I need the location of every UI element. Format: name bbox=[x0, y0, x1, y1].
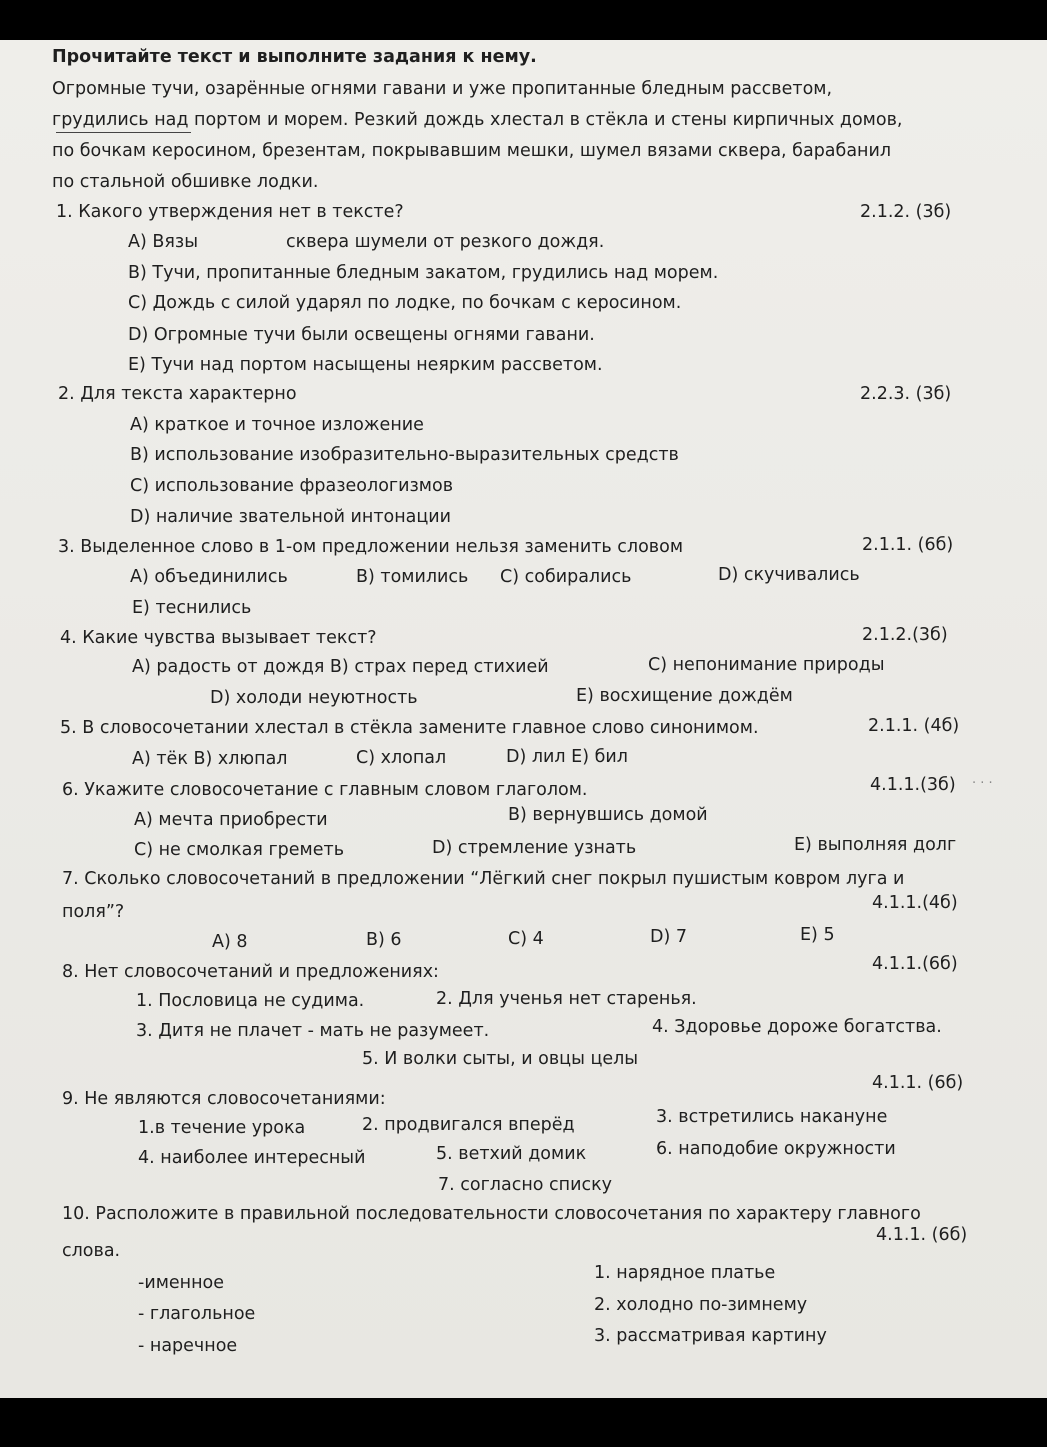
question-7-text: 7. Сколько словосочетаний в предложении “Лёгкий снег покрыл пушистым ковром луга и bbox=[62, 869, 905, 889]
q7-option-d: D) 7 bbox=[650, 927, 687, 947]
q5-options-ab: А) тёк В) хлюпал bbox=[132, 749, 288, 769]
q10-type-3: - наречное bbox=[138, 1336, 238, 1356]
q7-option-a: А) 8 bbox=[212, 932, 248, 952]
q7-option-e: Е) 5 bbox=[800, 925, 835, 945]
q9-item-1: 1.в течение урока bbox=[138, 1118, 306, 1138]
q8-sentence-3: 3. Дитя не плачет - мать не разумеет. bbox=[136, 1021, 490, 1041]
question-7-text-cont: поля”? bbox=[62, 902, 125, 922]
q4-option-d: D) холоди неуютность bbox=[210, 688, 418, 708]
pen-mark: · · · bbox=[972, 776, 993, 791]
q9-item-2: 2. продвигался вперёд bbox=[362, 1115, 575, 1135]
question-6-score: 4.1.1.(3б) bbox=[870, 775, 956, 795]
q10-type-2: - глагольное bbox=[138, 1304, 256, 1324]
q9-item-7: 7. согласно списку bbox=[438, 1175, 613, 1195]
q9-item-5: 5. ветхий домик bbox=[436, 1144, 587, 1164]
q7-option-c: С) 4 bbox=[508, 929, 544, 949]
q3-option-d: D) скучивались bbox=[718, 565, 860, 585]
q4-options-ab: А) радость от дождя В) страх перед стихией bbox=[132, 657, 549, 677]
q1-option-a-rest: сквера шумели от резкого дождя. bbox=[286, 232, 605, 252]
underline-mark bbox=[56, 132, 191, 133]
q10-type-1: -именное bbox=[138, 1273, 225, 1293]
passage-line: по бочкам керосином, брезентам, покрывавшим мешки, шумел вязами сквера, барабанил bbox=[52, 141, 892, 161]
q7-option-b: В) 6 bbox=[366, 930, 402, 950]
q6-option-a: А) мечта приобрести bbox=[134, 810, 328, 830]
question-2-score: 2.2.3. (3б) bbox=[860, 384, 952, 404]
question-3-score: 2.1.1. (6б) bbox=[862, 535, 954, 555]
q6-option-b: В) вернувшись домой bbox=[508, 805, 708, 825]
question-9-score: 4.1.1. (6б) bbox=[872, 1073, 964, 1093]
q8-sentence-2: 2. Для ученья нет старенья. bbox=[436, 989, 697, 1009]
q8-sentence-1: 1. Пословица не судима. bbox=[136, 991, 365, 1011]
q2-option-d: D) наличие звательной интонации bbox=[130, 507, 452, 527]
q4-option-e: Е) восхищение дождём bbox=[576, 686, 793, 706]
q10-phrase-3: 3. рассматривая картину bbox=[594, 1326, 827, 1346]
question-3-text: 3. Выделенное слово в 1-ом предложении нельзя заменить словом bbox=[58, 537, 684, 557]
q1-option-d: D) Огромные тучи были освещены огнями гавани. bbox=[128, 325, 595, 345]
q10-phrase-1: 1. нарядное платье bbox=[594, 1263, 776, 1283]
q2-option-c: С) использование фразеологизмов bbox=[130, 476, 454, 496]
question-1-text: 1. Какого утверждения нет в тексте? bbox=[56, 202, 404, 222]
q3-option-b: В) томились bbox=[356, 567, 469, 587]
q2-option-b: В) использование изобразительно-выразительных средств bbox=[130, 445, 679, 465]
question-8-score: 4.1.1.(6б) bbox=[872, 954, 958, 974]
question-9-text: 9. Не являются словосочетаниями: bbox=[62, 1089, 386, 1109]
question-10-text-cont: слова. bbox=[62, 1241, 121, 1261]
q1-option-e: Е) Тучи над портом насыщены неярким рассветом. bbox=[128, 355, 603, 375]
question-10-score: 4.1.1. (6б) bbox=[876, 1225, 968, 1245]
q9-item-4: 4. наиболее интересный bbox=[138, 1148, 366, 1168]
question-5-score: 2.1.1. (4б) bbox=[868, 716, 960, 736]
q1-option-c: С) Дождь с силой ударял по лодке, по бочкам с керосином. bbox=[128, 293, 682, 313]
q1-option-a: А) Вязы bbox=[128, 232, 199, 252]
q8-sentence-5: 5. И волки сыты, и овцы целы bbox=[362, 1049, 639, 1069]
question-7-score: 4.1.1.(4б) bbox=[872, 893, 958, 913]
passage-line: Огромные тучи, озарённые огнями гавани и уже пропитанные бледным рассветом, bbox=[52, 79, 833, 99]
q3-option-c: С) собирались bbox=[500, 567, 632, 587]
q3-option-e: Е) теснились bbox=[132, 598, 252, 618]
q8-sentence-4: 4. Здоровье дороже богатства. bbox=[652, 1017, 942, 1037]
q9-item-6: 6. наподобие окружности bbox=[656, 1139, 896, 1159]
q6-option-e: Е) выполняя долг bbox=[794, 835, 957, 855]
worksheet-page bbox=[0, 40, 1047, 1398]
question-4-score: 2.1.2.(3б) bbox=[862, 625, 948, 645]
question-2-text: 2. Для текста характерно bbox=[58, 384, 297, 404]
passage-line: по стальной обшивке лодки. bbox=[52, 172, 319, 192]
q3-option-a: А) объединились bbox=[130, 567, 288, 587]
q9-item-3: 3. встретились накануне bbox=[656, 1107, 888, 1127]
q4-option-c: С) непонимание природы bbox=[648, 655, 885, 675]
question-10-text: 10. Расположите в правильной последовательности словосочетания по характеру главного bbox=[62, 1204, 921, 1224]
q10-phrase-2: 2. холодно по-зимнему bbox=[594, 1295, 808, 1315]
question-5-text: 5. В словосочетании хлестал в стёкла замените главное слово синонимом. bbox=[60, 718, 759, 738]
question-6-text: 6. Укажите словосочетание с главным словом глаголом. bbox=[62, 780, 588, 800]
q5-options-de: D) лил Е) бил bbox=[506, 747, 628, 767]
passage-line: грудились над портом и морем. Резкий дождь хлестал в стёкла и стены кирпичных домов, bbox=[52, 110, 903, 130]
question-8-text: 8. Нет словосочетаний и предложениях: bbox=[62, 962, 439, 982]
q6-option-c: С) не смолкая греметь bbox=[134, 840, 345, 860]
question-1-score: 2.1.2. (3б) bbox=[860, 202, 952, 222]
worksheet-heading: Прочитайте текст и выполните задания к нему. bbox=[52, 47, 537, 67]
q1-option-b: В) Тучи, пропитанные бледным закатом, грудились над морем. bbox=[128, 263, 719, 283]
q5-option-c: С) хлопал bbox=[356, 748, 447, 768]
q6-option-d: D) стремление узнать bbox=[432, 838, 637, 858]
q2-option-a: А) краткое и точное изложение bbox=[130, 415, 424, 435]
question-4-text: 4. Какие чувства вызывает текст? bbox=[60, 628, 377, 648]
